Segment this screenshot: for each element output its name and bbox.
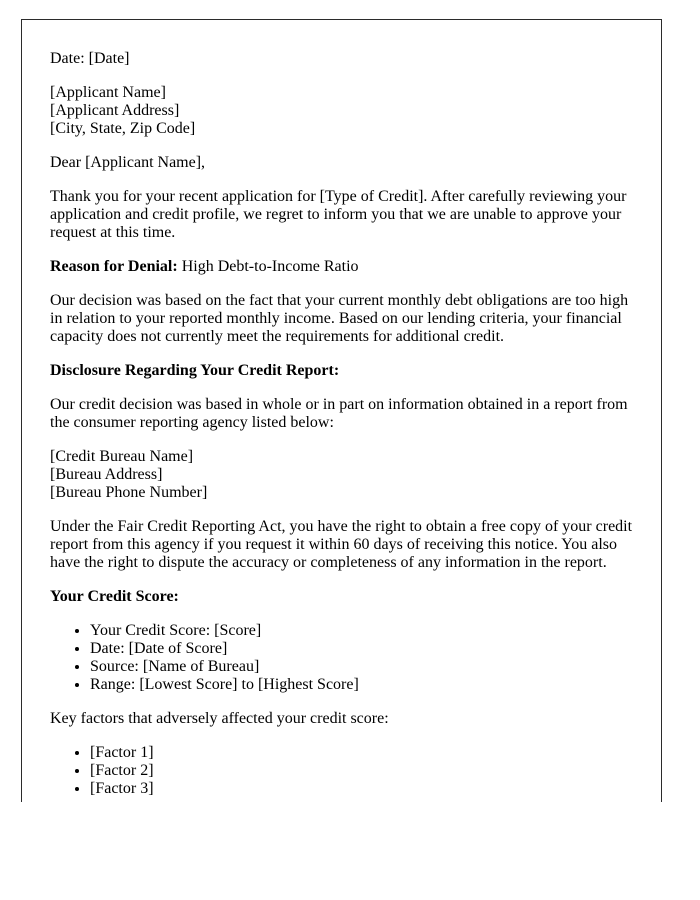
credit-score-heading: Your Credit Score:	[50, 588, 179, 605]
denial-reason-line	[50, 258, 633, 276]
denial-reason-label: Reason for Denial:	[50, 258, 178, 275]
denial-reason-value: High Debt-to-Income Ratio	[177, 258, 359, 275]
bureau-name-line: [Credit Bureau Name]	[50, 448, 194, 465]
list-item: • Source: [Name of Bureau]	[90, 658, 633, 676]
decision-paragraph: Our decision was based on the fact that your current monthly debt obligations are too high in relation to your reported monthly income. Based on our lending criteria, your financial capacity does not currently meet the requirements for additional credit.	[50, 292, 629, 345]
applicant-name-line: [Applicant Name]	[50, 84, 166, 101]
recipient-block	[50, 84, 633, 138]
salutation: Dear [Applicant Name],	[50, 154, 206, 171]
list-item: • Your Credit Score: [Score]	[90, 622, 633, 640]
applicant-address-line: [Applicant Address]	[50, 102, 180, 119]
fcra-paragraph: Under the Fair Credit Reporting Act, you have the right to obtain a free copy of your credit report from this agency if you request it within 60 days of receiving this notice. You also have the right to dispute the accuracy or completeness of any information in the report.	[50, 518, 633, 571]
key-factors-list	[50, 744, 633, 798]
list-item: • Range: [Lowest Score] to [Highest Score]	[90, 676, 633, 694]
list-item: • Date: [Date of Score]	[90, 640, 633, 658]
applicant-city-state-zip-line: [City, State, Zip Code]	[50, 120, 196, 137]
list-item: • [Factor 3]	[90, 780, 633, 798]
bureau-phone-line: [Bureau Phone Number]	[50, 484, 208, 501]
key-factors-intro: Key factors that adversely affected your credit score:	[50, 710, 389, 727]
credit-score-list	[50, 622, 633, 694]
bureau-address-line: [Bureau Address]	[50, 466, 163, 483]
disclosure-paragraph: Our credit decision was based in whole or in part on information obtained in a report from the consumer reporting agency listed below:	[50, 396, 628, 431]
disclosure-heading: Disclosure Regarding Your Credit Report:	[50, 362, 340, 379]
list-item: • [Factor 1]	[90, 744, 633, 762]
intro-paragraph: Thank you for your recent application for [Type of Credit]. After carefully reviewing your application and credit profile, we regret to inform you that we are unable to approve your request at this time.	[50, 188, 627, 241]
credit-denial-letter	[21, 19, 662, 802]
bureau-block	[50, 448, 633, 502]
date-line: Date: [Date]	[50, 50, 130, 67]
list-item: • [Factor 2]	[90, 762, 633, 780]
